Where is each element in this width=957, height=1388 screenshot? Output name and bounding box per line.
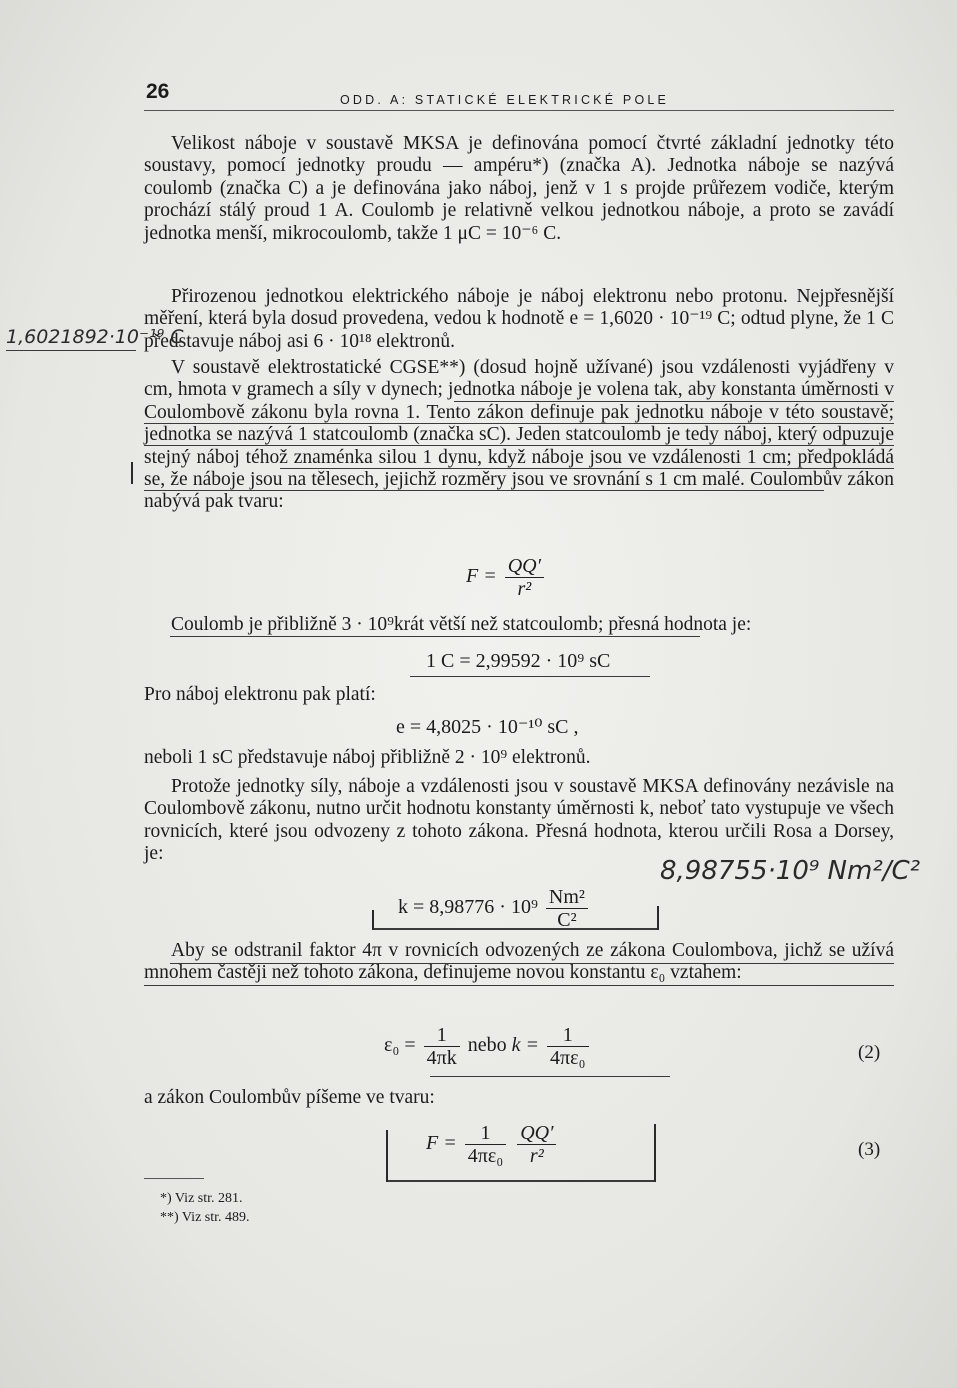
fraction (546, 886, 588, 931)
numerator: QQ′ (505, 555, 544, 578)
eq-eps: ε₀ = (384, 1034, 416, 1057)
paragraph-text: neboli 1 sC představuje náboj přibližně 2 · 10⁹ elektronů. (144, 747, 591, 768)
denominator: 4πε₀ (550, 1047, 586, 1069)
numerator: 1 (465, 1122, 506, 1145)
box-right (654, 1124, 656, 1182)
paragraph-text: Coulomb je přibližně 3 · 10⁹krát větší než statcoulomb; přesná hodnota je: (171, 614, 752, 635)
pencil-underline (144, 985, 894, 986)
fraction (424, 1024, 460, 1069)
eq-lhs: F = (426, 1132, 457, 1155)
denominator: 4πk (426, 1047, 457, 1069)
pencil-underline (280, 468, 894, 469)
numerator: Nm² (546, 886, 588, 909)
equation-number-3: (3) (858, 1139, 881, 1160)
fraction (505, 555, 544, 600)
paragraph-text: V soustavě elektrostatické CGSE**) (dosud hojně užívané) jsou vzdálenosti vyjádřeny v cm, hmota v gramech a síly v dynech; jednotka náboje je volena tak, aby konstanta úměrnosti v Coulombově zákonu byla rovna 1. Tento zákon definuje pak jednotku náboje v této soustavě; jednotka se nazývá 1 statcoulomb (značka sC). Jeden statcoulomb je tedy náboj, který odpuzuje stejný náboj téhož znaménka silou 1 dynu, když náboje jsou ve vzdálenosti 1 cm; předpokládá se, že náboje jsou na tělesech, jejichž rozměry jsou ve srovnání s 1 cm malé. Coulombův zákon nabývá pak tvaru: (144, 357, 894, 513)
pencil-underline (170, 963, 894, 964)
paragraph-1 (144, 133, 894, 245)
equation-coulomb-law-cgse (466, 555, 547, 600)
page-number: 26 (146, 80, 170, 103)
box-left (386, 1130, 388, 1182)
numerator: QQ′ (517, 1122, 556, 1145)
handwritten-k-value: 8,98755·10⁹ Nm²/C² (660, 856, 921, 886)
paragraph-text: Pro náboj elektronu pak platí: (144, 684, 376, 705)
box-right (657, 906, 659, 930)
pencil-underline (144, 445, 894, 446)
pencil-underline (430, 1076, 670, 1077)
eq-k: k = (511, 1034, 540, 1057)
paragraph-4 (144, 614, 894, 636)
denominator: 4πε₀ (467, 1145, 504, 1167)
paragraph-text: Protože jednotky síly, náboje a vzdálenosti jsou v soustavě MKSA definovány nezávisle na Coulombově zákonu, nutno určit hodnotu konstanty úměrnosti k, neboť tato vystupuje ve všech rovnicích, které jsou odvozeny z tohoto zákona. Přesná hodnota, kterou určili Rosa a Dorsey, je: (144, 776, 894, 865)
paragraph-text: Velikost náboje v soustavě MKSA je definována pomocí čtvrté základní jednotky této soustavy, pomocí jednotky proudu — ampéru*) (značka A). Jednotka náboje se nazývá coulomb (značka C) a je definována jako náboj, jenž v 1 s projde průřezem vodiče, kterým prochází stálý proud 1 A. Coulomb je relativně velkou jednotkou náboje, a proto se zavádí jednotka menší, mikrocoulomb, takže 1 μC = 10⁻⁶ C. (144, 133, 894, 244)
numerator: 1 (547, 1024, 588, 1047)
paragraph-6 (144, 747, 894, 769)
fraction (465, 1122, 506, 1167)
pencil-underline (170, 636, 700, 637)
eq-lhs: k = 8,98776 · 10⁹ (398, 896, 538, 919)
numerator: 1 (424, 1024, 460, 1047)
paragraph-text: Aby se odstranil faktor 4π v rovnicích odvozených ze zákona Coulombova, jichž se užívá mnohem častěji než tohoto zákona, definujeme novou konstantu ε₀ vztahem: (144, 940, 894, 984)
paragraph-text: a zákon Coulombův píšeme ve tvaru: (144, 1087, 435, 1108)
denominator: r² (529, 1145, 544, 1167)
eq-lhs: F = (466, 565, 497, 588)
paragraph-2 (144, 286, 894, 353)
box-left (372, 910, 374, 930)
equation-k-constant (398, 886, 591, 931)
fraction (517, 1122, 556, 1167)
header-rule (144, 110, 894, 111)
eq-nebo: nebo (467, 1034, 507, 1057)
paragraph-5 (144, 684, 894, 706)
equation-number-2: (2) (858, 1042, 881, 1063)
footnote-1: *) Viz str. 281. (160, 1191, 243, 1206)
pencil-underline (144, 490, 824, 491)
equation-coulomb-conversion: 1 C = 2,99592 · 10⁹ sC (426, 650, 611, 672)
margin-mark (131, 462, 133, 484)
handwritten-margin-note: 1,6021892·10⁻¹⁹ C (6, 326, 184, 348)
pencil-underline (454, 401, 894, 402)
equation-electron-charge: e = 4,8025 · 10⁻¹⁰ sC , (396, 716, 579, 738)
paragraph-text: Přirozenou jednotkou elektrického náboje je náboj elektronu nebo protonu. Nejpřesnější měření, která byla dosud provedena, vedou k hodnotě e = 1,6020 · 10⁻¹⁹ C; odtud plyne, že 1 C představuje náboj asi 6 · 10¹⁸ elektronů. (144, 286, 894, 352)
running-title: ODD. A: STATICKÉ ELEKTRICKÉ POLE (340, 93, 670, 107)
fraction (547, 1024, 588, 1069)
margin-note-underline (6, 350, 136, 351)
paragraph-7 (144, 776, 894, 866)
denominator: C² (557, 909, 577, 931)
pencil-underline (144, 423, 894, 424)
denominator: r² (517, 578, 532, 600)
box-bottom (386, 1180, 654, 1182)
equation-2 (384, 1024, 592, 1069)
footnote-2: **) Viz str. 489. (160, 1210, 250, 1225)
equation-3 (426, 1122, 559, 1167)
paragraph-9 (144, 1087, 894, 1109)
pencil-underline (410, 676, 650, 677)
box-bottom (372, 928, 657, 930)
footnote-rule (144, 1178, 204, 1179)
